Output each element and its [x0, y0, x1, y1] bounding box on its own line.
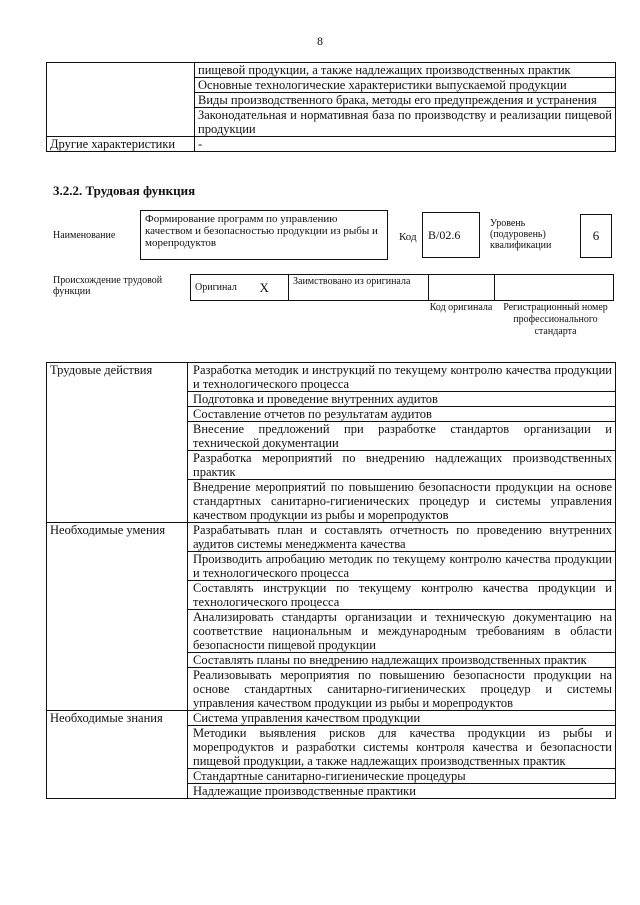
table-cell: Составление отчетов по результатам аудитов	[188, 407, 616, 422]
table-cell: Подготовка и проведение внутренних аудитов	[188, 392, 616, 407]
level-label: Уровень (подуровень) квалификации	[490, 218, 552, 251]
table-cell: -	[195, 137, 616, 152]
table-cell: Составлять планы по внедрению надлежащих производственных практик	[188, 653, 616, 668]
table-cell: Разрабатывать план и составлять отчетность по проведению внутренних аудитов системы менеджмента качества	[188, 523, 616, 552]
reg-number-cell	[495, 275, 614, 301]
labor-function-table	[46, 362, 616, 799]
category-cell: Необходимые знания	[47, 711, 188, 799]
table-cell: Внедрение мероприятий по повышению безопасности продукции на основе стандартных санитарно-гигиенических процедур и системы управления качеством продукции из рыбы и морепродуктов	[188, 480, 616, 523]
table-cell: Система управления качеством продукции	[188, 711, 616, 726]
name-label: Наименование	[53, 230, 116, 241]
function-name-value: Формирование программ по управлению качеством и безопасностью продукции из рыбы и морепродуктов	[145, 213, 378, 249]
table-cell: Основные технологические характеристики выпускаемой продукции	[195, 78, 616, 93]
origin-code-cell	[429, 275, 495, 301]
origin-label: Происхождение трудовой функции	[53, 275, 163, 297]
function-name-box	[140, 210, 388, 260]
table-cell: Реализовывать мероприятия по повышению безопасности продукции на основе стандартных санитарно-гигиенических процедур и системы управления качеством продукции из рыбы и морепродуктов	[188, 668, 616, 711]
code-value: B/02.6	[428, 228, 461, 242]
continuation-table	[46, 62, 616, 152]
table-cell: Составлять инструкции по текущему контролю качества продукции и технологического процесса	[188, 581, 616, 610]
table-row	[47, 711, 616, 726]
page-number: 8	[317, 34, 323, 48]
table-row	[47, 137, 616, 152]
table-cell: Надлежащие производственные практики	[188, 784, 616, 799]
table-cell: Стандартные санитарно-гигиенические процедуры	[188, 769, 616, 784]
category-cell	[47, 63, 195, 137]
table-cell: Методики выявления рисков для качества продукции из рыбы и морепродуктов и разработки системы контроля качества и безопасности пищевой продукции, а также надлежащих производственных практик	[188, 726, 616, 769]
table-cell: Виды производственного брака, методы его предупреждения и устранения	[195, 93, 616, 108]
table-cell: Производить апробацию методик по текущему контролю качества продукции и технологического процесса	[188, 552, 616, 581]
table-row	[47, 523, 616, 552]
table-row	[47, 363, 616, 392]
code-label: Код	[399, 231, 417, 243]
category-cell: Необходимые умения	[47, 523, 188, 711]
code-caption: Код оригинала	[429, 302, 493, 313]
table-cell: Внесение предложений при разработке стандартов организации и технической документации	[188, 422, 616, 451]
original-mark: X	[256, 275, 289, 301]
table-cell: Законодательная и нормативная база по производству и реализации пищевой продукции	[195, 108, 616, 137]
origin-table	[190, 274, 614, 301]
table-row	[191, 275, 614, 301]
original-label: Оригинал	[191, 275, 256, 301]
table-cell: Разработка мероприятий по внедрению надлежащих производственных практик	[188, 451, 616, 480]
level-box	[580, 214, 612, 258]
code-box	[422, 212, 480, 258]
borrowed-label: Заимствовано из оригинала	[289, 275, 429, 301]
category-cell: Трудовые действия	[47, 363, 188, 523]
reg-caption: Регистрационный номер профессионального стандарта	[503, 302, 608, 337]
category-cell: Другие характеристики	[47, 137, 195, 152]
table-cell: пищевой продукции, а также надлежащих производственных практик	[195, 63, 616, 78]
section-title: 3.2.2. Трудовая функция	[53, 183, 196, 198]
table-cell: Анализировать стандарты организации и техническую документацию на соответствие национальным и международным требованиям в области безопасности пищевой продукции	[188, 610, 616, 653]
table-cell: Разработка методик и инструкций по текущему контролю качества продукции и технологического процесса	[188, 363, 616, 392]
table-row	[47, 63, 616, 78]
level-value: 6	[592, 228, 600, 243]
